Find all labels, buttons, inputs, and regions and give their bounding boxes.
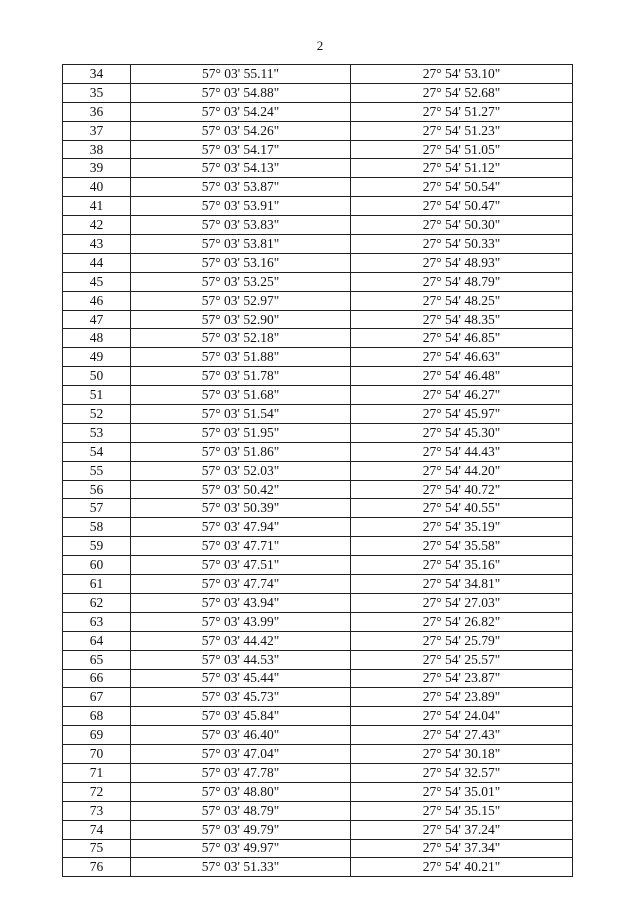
- table-row: [63, 820, 573, 839]
- point-number-cell: 51: [63, 386, 131, 405]
- point-number-cell: 70: [63, 745, 131, 764]
- table-row: [63, 688, 573, 707]
- table-row: [63, 310, 573, 329]
- latitude-cell: 57° 03' 54.13": [131, 159, 351, 178]
- longitude-cell: 27° 54' 48.35": [351, 310, 573, 329]
- table-row: [63, 423, 573, 442]
- table-row: [63, 178, 573, 197]
- longitude-cell: 27° 54' 50.54": [351, 178, 573, 197]
- longitude-cell: 27° 54' 50.47": [351, 197, 573, 216]
- latitude-cell: 57° 03' 43.99": [131, 612, 351, 631]
- latitude-cell: 57° 03' 51.68": [131, 386, 351, 405]
- longitude-cell: 27° 54' 23.89": [351, 688, 573, 707]
- longitude-cell: 27° 54' 52.68": [351, 83, 573, 102]
- latitude-cell: 57° 03' 55.11": [131, 65, 351, 84]
- longitude-cell: 27° 54' 48.25": [351, 291, 573, 310]
- table-row: [63, 197, 573, 216]
- page-number: 2: [316, 38, 324, 53]
- longitude-cell: 27° 54' 27.03": [351, 593, 573, 612]
- latitude-cell: 57° 03' 49.79": [131, 820, 351, 839]
- latitude-cell: 57° 03' 52.90": [131, 310, 351, 329]
- longitude-cell: 27° 54' 44.20": [351, 461, 573, 480]
- longitude-cell: 27° 54' 44.43": [351, 442, 573, 461]
- longitude-cell: 27° 54' 51.23": [351, 121, 573, 140]
- table-row: [63, 367, 573, 386]
- longitude-cell: 27° 54' 50.30": [351, 216, 573, 235]
- longitude-cell: 27° 54' 24.04": [351, 707, 573, 726]
- table-row: [63, 480, 573, 499]
- longitude-cell: 27° 54' 30.18": [351, 745, 573, 764]
- point-number-cell: 65: [63, 650, 131, 669]
- point-number-cell: 35: [63, 83, 131, 102]
- table-row: [63, 669, 573, 688]
- point-number-cell: 50: [63, 367, 131, 386]
- latitude-cell: 57° 03' 51.78": [131, 367, 351, 386]
- latitude-cell: 57° 03' 52.03": [131, 461, 351, 480]
- latitude-cell: 57° 03' 51.86": [131, 442, 351, 461]
- table-row: [63, 65, 573, 84]
- longitude-cell: 27° 54' 40.72": [351, 480, 573, 499]
- longitude-cell: 27° 54' 48.93": [351, 253, 573, 272]
- point-number-cell: 57: [63, 499, 131, 518]
- latitude-cell: 57° 03' 54.88": [131, 83, 351, 102]
- longitude-cell: 27° 54' 35.16": [351, 556, 573, 575]
- point-number-cell: 36: [63, 102, 131, 121]
- point-number-cell: 39: [63, 159, 131, 178]
- latitude-cell: 57° 03' 53.91": [131, 197, 351, 216]
- latitude-cell: 57° 03' 48.80": [131, 782, 351, 801]
- longitude-cell: 27° 54' 37.34": [351, 839, 573, 858]
- table-row: [63, 518, 573, 537]
- point-number-cell: 54: [63, 442, 131, 461]
- longitude-cell: 27° 54' 35.15": [351, 801, 573, 820]
- point-number-cell: 43: [63, 235, 131, 254]
- longitude-cell: 27° 54' 45.97": [351, 405, 573, 424]
- point-number-cell: 37: [63, 121, 131, 140]
- latitude-cell: 57° 03' 47.74": [131, 575, 351, 594]
- longitude-cell: 27° 54' 50.33": [351, 235, 573, 254]
- point-number-cell: 76: [63, 858, 131, 877]
- longitude-cell: 27° 54' 34.81": [351, 575, 573, 594]
- point-number-cell: 66: [63, 669, 131, 688]
- longitude-cell: 27° 54' 37.24": [351, 820, 573, 839]
- point-number-cell: 73: [63, 801, 131, 820]
- point-number-cell: 48: [63, 329, 131, 348]
- point-number-cell: 58: [63, 518, 131, 537]
- longitude-cell: 27° 54' 32.57": [351, 763, 573, 782]
- table-row: [63, 726, 573, 745]
- longitude-cell: 27° 54' 46.27": [351, 386, 573, 405]
- point-number-cell: 49: [63, 348, 131, 367]
- table-row: [63, 537, 573, 556]
- point-number-cell: 75: [63, 839, 131, 858]
- table-row: [63, 159, 573, 178]
- latitude-cell: 57° 03' 54.26": [131, 121, 351, 140]
- latitude-cell: 57° 03' 50.39": [131, 499, 351, 518]
- longitude-cell: 27° 54' 40.21": [351, 858, 573, 877]
- table-row: [63, 216, 573, 235]
- latitude-cell: 57° 03' 53.83": [131, 216, 351, 235]
- latitude-cell: 57° 03' 49.97": [131, 839, 351, 858]
- point-number-cell: 69: [63, 726, 131, 745]
- latitude-cell: 57° 03' 43.94": [131, 593, 351, 612]
- point-number-cell: 61: [63, 575, 131, 594]
- table-row: [63, 405, 573, 424]
- latitude-cell: 57° 03' 47.71": [131, 537, 351, 556]
- table-row: [63, 858, 573, 877]
- point-number-cell: 71: [63, 763, 131, 782]
- table-row: [63, 348, 573, 367]
- latitude-cell: 57° 03' 47.51": [131, 556, 351, 575]
- table-row: [63, 707, 573, 726]
- longitude-cell: 27° 54' 46.63": [351, 348, 573, 367]
- longitude-cell: 27° 54' 40.55": [351, 499, 573, 518]
- table-row: [63, 499, 573, 518]
- point-number-cell: 56: [63, 480, 131, 499]
- point-number-cell: 55: [63, 461, 131, 480]
- table-row: [63, 745, 573, 764]
- table-row: [63, 83, 573, 102]
- longitude-cell: 27° 54' 25.79": [351, 631, 573, 650]
- point-number-cell: 40: [63, 178, 131, 197]
- latitude-cell: 57° 03' 47.04": [131, 745, 351, 764]
- table-row: [63, 461, 573, 480]
- latitude-cell: 57° 03' 50.42": [131, 480, 351, 499]
- latitude-cell: 57° 03' 53.81": [131, 235, 351, 254]
- latitude-cell: 57° 03' 47.94": [131, 518, 351, 537]
- latitude-cell: 57° 03' 52.97": [131, 291, 351, 310]
- table-row: [63, 386, 573, 405]
- latitude-cell: 57° 03' 44.53": [131, 650, 351, 669]
- point-number-cell: 45: [63, 272, 131, 291]
- point-number-cell: 67: [63, 688, 131, 707]
- latitude-cell: 57° 03' 54.17": [131, 140, 351, 159]
- table-row: [63, 631, 573, 650]
- point-number-cell: 68: [63, 707, 131, 726]
- point-number-cell: 47: [63, 310, 131, 329]
- longitude-cell: 27° 54' 45.30": [351, 423, 573, 442]
- table-row: [63, 121, 573, 140]
- longitude-cell: 27° 54' 48.79": [351, 272, 573, 291]
- table-row: [63, 235, 573, 254]
- table-row: [63, 839, 573, 858]
- point-number-cell: 74: [63, 820, 131, 839]
- latitude-cell: 57° 03' 45.84": [131, 707, 351, 726]
- latitude-cell: 57° 03' 53.16": [131, 253, 351, 272]
- table-row: [63, 253, 573, 272]
- coordinates-table: [62, 64, 573, 877]
- table-row: [63, 612, 573, 631]
- longitude-cell: 27° 54' 25.57": [351, 650, 573, 669]
- latitude-cell: 57° 03' 48.79": [131, 801, 351, 820]
- coordinates-table-body: [63, 65, 573, 877]
- longitude-cell: 27° 54' 53.10": [351, 65, 573, 84]
- longitude-cell: 27° 54' 35.58": [351, 537, 573, 556]
- longitude-cell: 27° 54' 46.48": [351, 367, 573, 386]
- point-number-cell: 59: [63, 537, 131, 556]
- point-number-cell: 72: [63, 782, 131, 801]
- latitude-cell: 57° 03' 53.87": [131, 178, 351, 197]
- point-number-cell: 62: [63, 593, 131, 612]
- point-number-cell: 52: [63, 405, 131, 424]
- table-row: [63, 329, 573, 348]
- longitude-cell: 27° 54' 35.01": [351, 782, 573, 801]
- latitude-cell: 57° 03' 51.95": [131, 423, 351, 442]
- longitude-cell: 27° 54' 51.12": [351, 159, 573, 178]
- latitude-cell: 57° 03' 45.44": [131, 669, 351, 688]
- table-row: [63, 650, 573, 669]
- table-row: [63, 575, 573, 594]
- table-row: [63, 763, 573, 782]
- table-row: [63, 291, 573, 310]
- latitude-cell: 57° 03' 53.25": [131, 272, 351, 291]
- point-number-cell: 38: [63, 140, 131, 159]
- point-number-cell: 42: [63, 216, 131, 235]
- longitude-cell: 27° 54' 51.27": [351, 102, 573, 121]
- latitude-cell: 57° 03' 51.54": [131, 405, 351, 424]
- point-number-cell: 44: [63, 253, 131, 272]
- longitude-cell: 27° 54' 26.82": [351, 612, 573, 631]
- point-number-cell: 63: [63, 612, 131, 631]
- table-row: [63, 782, 573, 801]
- latitude-cell: 57° 03' 44.42": [131, 631, 351, 650]
- latitude-cell: 57° 03' 47.78": [131, 763, 351, 782]
- table-row: [63, 801, 573, 820]
- table-row: [63, 442, 573, 461]
- latitude-cell: 57° 03' 52.18": [131, 329, 351, 348]
- latitude-cell: 57° 03' 51.33": [131, 858, 351, 877]
- table-row: [63, 140, 573, 159]
- latitude-cell: 57° 03' 51.88": [131, 348, 351, 367]
- table-row: [63, 556, 573, 575]
- longitude-cell: 27° 54' 23.87": [351, 669, 573, 688]
- point-number-cell: 60: [63, 556, 131, 575]
- latitude-cell: 57° 03' 46.40": [131, 726, 351, 745]
- point-number-cell: 64: [63, 631, 131, 650]
- longitude-cell: 27° 54' 46.85": [351, 329, 573, 348]
- point-number-cell: 53: [63, 423, 131, 442]
- point-number-cell: 41: [63, 197, 131, 216]
- point-number-cell: 46: [63, 291, 131, 310]
- latitude-cell: 57° 03' 54.24": [131, 102, 351, 121]
- longitude-cell: 27° 54' 35.19": [351, 518, 573, 537]
- table-row: [63, 272, 573, 291]
- latitude-cell: 57° 03' 45.73": [131, 688, 351, 707]
- point-number-cell: 34: [63, 65, 131, 84]
- longitude-cell: 27° 54' 27.43": [351, 726, 573, 745]
- longitude-cell: 27° 54' 51.05": [351, 140, 573, 159]
- table-row: [63, 102, 573, 121]
- table-row: [63, 593, 573, 612]
